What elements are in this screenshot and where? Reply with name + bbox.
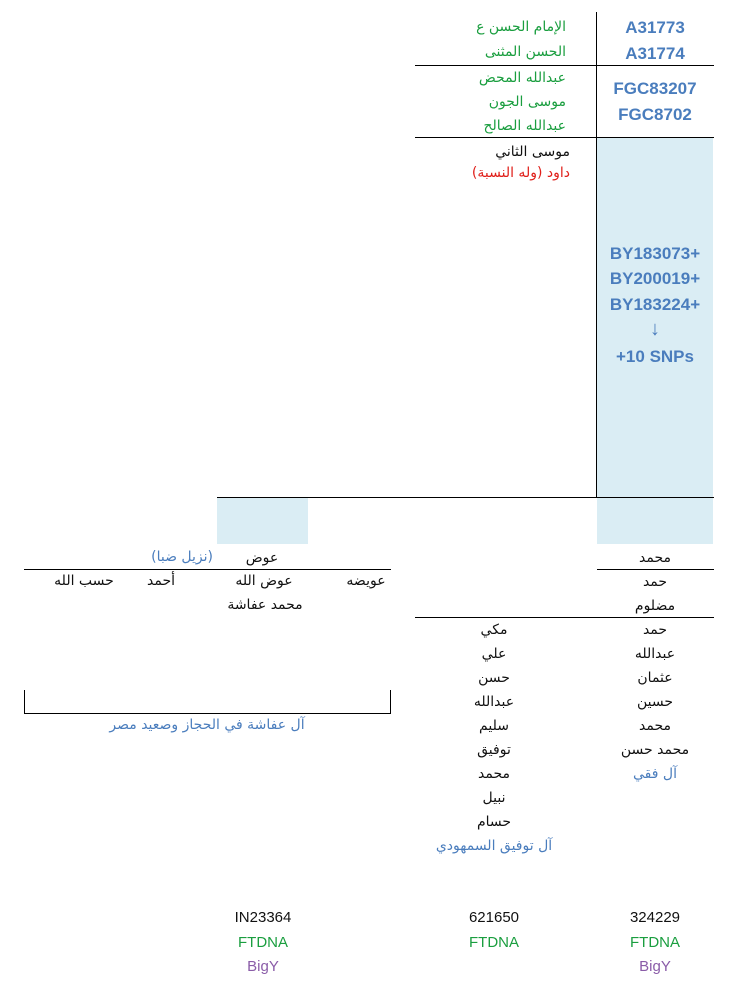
name-musa-thani: موسى الثاني [495,144,570,160]
name-muhammad: محمد [478,766,510,782]
name-muhammad-hasan: محمد حسن [620,742,690,758]
name-abdullah-salih: عبدالله الصالح [483,118,566,134]
down-arrow-icon: ↓ [650,318,660,340]
name-uwaydah: عويضه [346,573,386,589]
kit-id: IN23364 [234,909,292,926]
name-muhammad-afasha: محمد عفاشة [227,597,303,613]
name-husam: حسام [476,814,512,830]
extra-snps-label: +10 SNPs [616,347,694,366]
name-hasaballah: حسب الله [54,573,114,589]
branch-split-line [217,497,714,498]
kit-company: FTDNA [238,934,288,951]
name-imam-hasan: الإمام الحسن ع [476,19,566,35]
kit-company: FTDNA [630,934,680,951]
kit-company: FTDNA [469,934,519,951]
name-awadallah: عوض الله [235,573,293,589]
left-bracket-bottom [24,713,391,714]
name-ali: علي [481,646,507,662]
family-label-tawfiq-samhudi: آل توفيق السمهودي [435,838,553,854]
left-bracket-right [390,690,391,714]
left-branch-line [24,569,391,570]
name-muhammad-head: محمد [639,550,671,566]
name-husayn: حسين [636,694,674,710]
name-hasan: حسن [478,670,510,686]
divider-line-2 [415,137,714,138]
snp-label: BY200019+ [609,269,701,288]
kit-test: BigY [639,958,671,975]
snp-label: A31774 [625,44,685,63]
note-nazil-duba: (نزيل ضبا) [151,549,213,565]
name-awad: عوض [245,550,279,566]
right-branch-line [597,569,714,570]
name-madloum: مضلوم [634,598,676,614]
name-makki: مكي [480,622,508,638]
name-hamad: حمد [642,574,668,590]
left-bracket-left [24,690,25,714]
snp-column-highlight [597,137,713,497]
kit-id: 324229 [629,909,681,926]
kit-test: BigY [247,958,279,975]
snp-label: BY183224+ [609,295,701,314]
kit-id: 621650 [468,909,520,926]
snp-label: A31773 [625,18,685,37]
branch-marker-left [217,498,308,544]
name-salim: سليم [479,718,509,734]
name-abdullah-mahd: عبدالله المحض [478,70,566,86]
name-abdullah: عبدالله [473,694,515,710]
snp-label: FGC8702 [618,105,692,124]
snp-label: FGC83207 [613,79,697,98]
name-hamad-2: حمد [642,622,668,638]
column-divider [596,12,597,498]
name-muhammad-2: محمد [639,718,671,734]
family-label-afasha: آل عفاشة في الحجاز وصعيد مصر [109,717,305,733]
name-musa-jawn: موسى الجون [488,94,566,110]
name-ahmad: أحمد [147,573,175,589]
family-label-faqi: آل فقي [633,766,677,782]
branch-marker-right [597,498,713,544]
name-tawfiq: توفيق [477,742,511,758]
middle-branch-line [415,617,714,618]
name-hasan-muthanna: الحسن المثنى [484,44,566,60]
name-nabil: نبيل [482,790,506,806]
divider-line-1 [415,65,714,66]
snp-label: BY183073+ [609,244,701,263]
name-abdullah-2: عبدالله [634,646,676,662]
name-dawud: داود (وله النسبة) [471,165,570,181]
name-uthman: عثمان [637,670,673,686]
